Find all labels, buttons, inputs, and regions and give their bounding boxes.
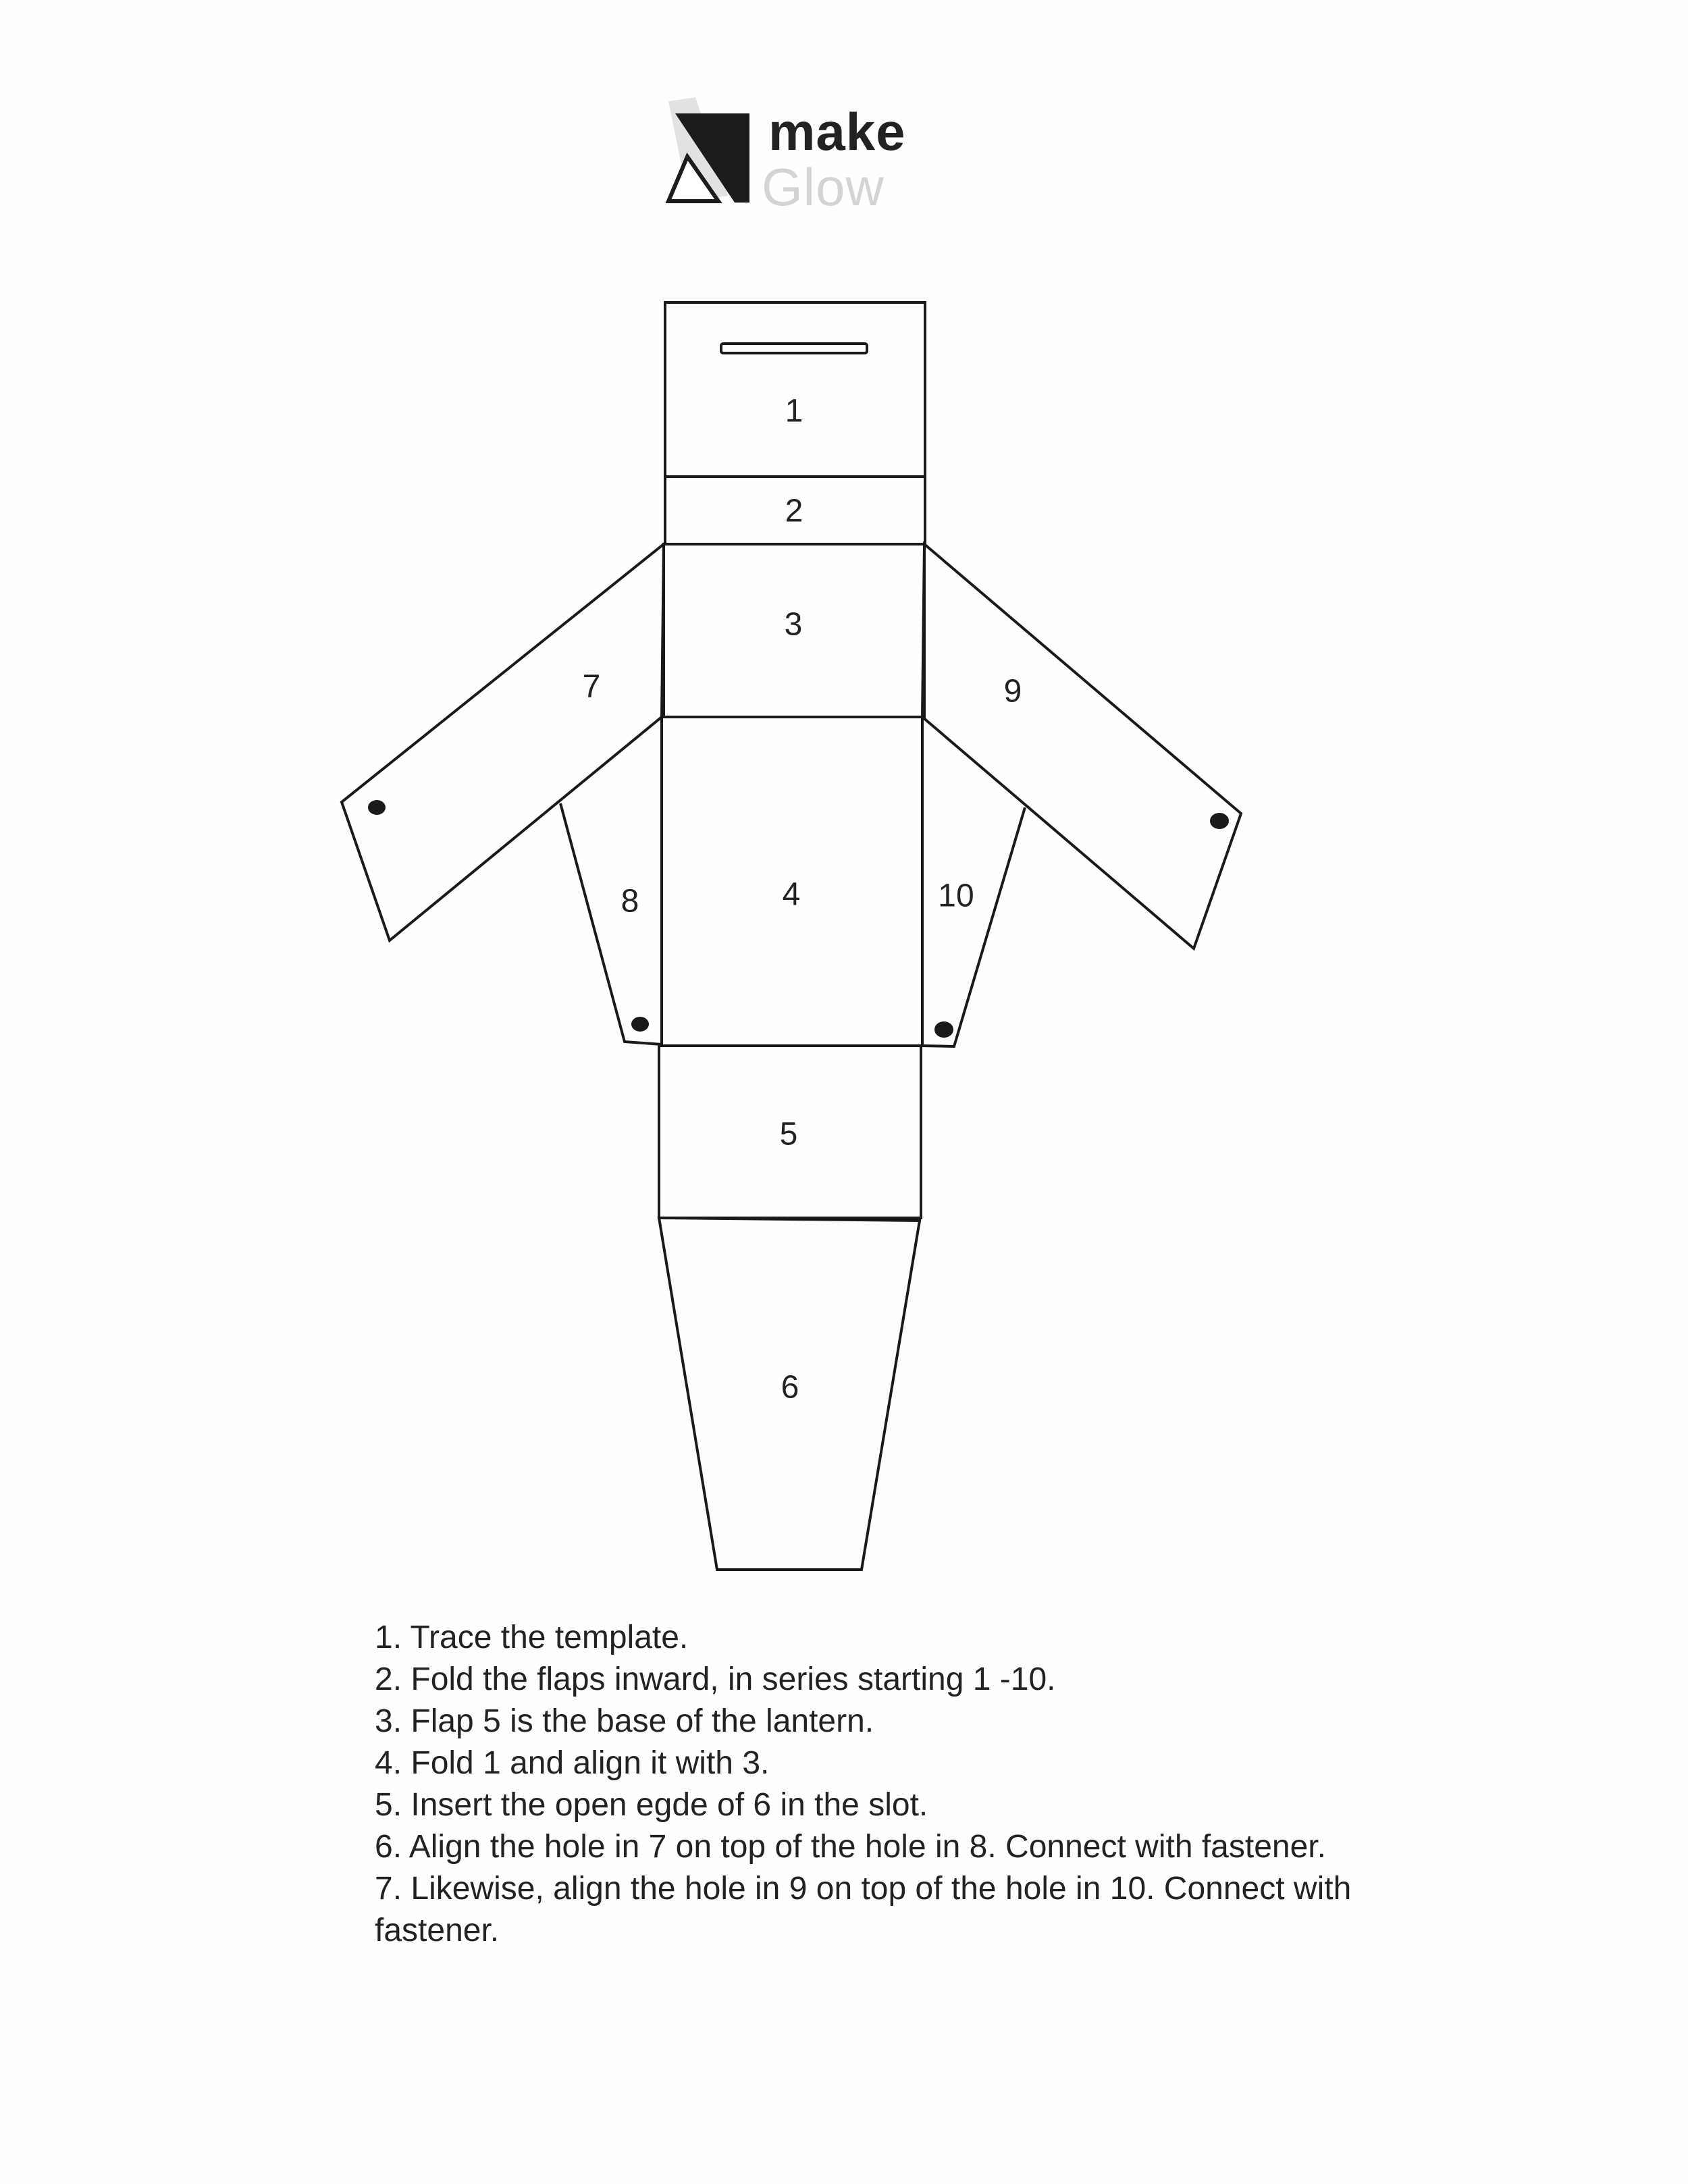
panel-label-3: 3 [784,606,803,643]
panel-label-9: 9 [1003,673,1022,710]
hole-panel-7 [368,800,386,815]
hole-panel-9 [1210,813,1229,829]
instruction-step: 7. Likewise, align the hole in 9 on top of the hole in 10. Connect with fastener. [375,1871,1352,1948]
panel-1 [665,302,925,477]
panel-label-6: 6 [781,1369,799,1406]
instruction-step: 2. Fold the flaps inward, in series starting 1 -10. [375,1661,1056,1697]
panel-label-10: 10 [938,878,974,914]
panel-label-2: 2 [785,493,803,529]
instruction-step: 1. Trace the template. [375,1620,689,1655]
instruction-step: 4. Fold 1 and align it with 3. [375,1745,770,1781]
instruction-step: 5. Insert the open egde of 6 in the slot. [375,1787,928,1823]
instructions-list [375,1617,1455,1952]
panel-label-5: 5 [779,1116,798,1152]
panel-label-8: 8 [621,883,639,920]
panel-label-4: 4 [782,876,801,913]
hole-panel-10 [934,1021,953,1038]
instruction-step: 6. Align the hole in 7 on top of the hole in 8. Connect with fastener. [375,1829,1326,1865]
logo-glow-text: Glow [762,157,885,217]
hole-panel-8 [631,1017,649,1032]
panel-10 [922,807,1025,1046]
instruction-step: 3. Flap 5 is the base of the lantern. [375,1703,874,1739]
logo-make-text: make [768,102,906,161]
slot [721,344,867,353]
panel-label-7: 7 [582,668,601,705]
panel-label-1: 1 [785,393,803,429]
panel-7 [342,544,664,940]
panel-8 [560,803,662,1044]
